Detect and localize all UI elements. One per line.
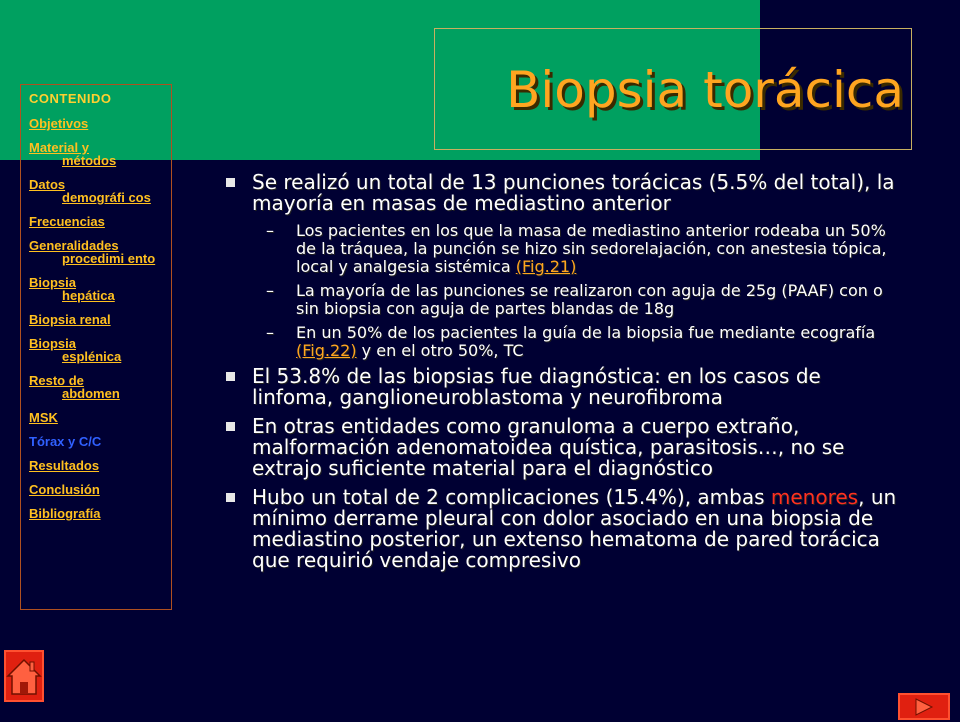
nav-resultados[interactable]: Resultados <box>29 458 100 473</box>
nav-frecuencias[interactable]: Frecuencias <box>29 214 105 229</box>
nav-material-metodos[interactable]: Material y métodos <box>29 140 117 168</box>
nav-conclusion[interactable]: Conclusión <box>29 482 100 497</box>
menores-highlight: menores <box>770 485 859 509</box>
sub-bullet-aguja: – La mayoría de las punciones se realizaron con aguja de 25g (PAAF) con o sin biopsia con aguja de partes blandas de 18g <box>266 281 883 318</box>
content-area <box>222 172 902 579</box>
nav-msk[interactable]: MSK <box>29 410 58 425</box>
nav-torax-cc[interactable]: Tórax y C/C <box>29 434 102 449</box>
page-title: Biopsia torácica <box>506 61 904 119</box>
bullet-square-icon <box>226 372 235 381</box>
arrow-right-icon <box>900 695 948 718</box>
nav-bibliografia[interactable]: Bibliografía <box>29 506 101 521</box>
nav-datos-demograficos[interactable]: Datos demográfi cos <box>29 177 151 205</box>
bullet-diagnostica: El 53.8% de las biopsias fue diagnóstica: en los casos de linfoma, ganglioneuroblastoma y neurofibroma <box>222 366 902 408</box>
nav-biopsia-hepatica[interactable]: Biopsia hepática <box>29 275 115 303</box>
bullet-square-icon <box>226 178 235 187</box>
nav-biopsia-esplenica[interactable]: Biopsia esplénica <box>29 336 122 364</box>
sidebar-heading: CONTENIDO <box>29 91 112 106</box>
bullet-otras-entidades: En otras entidades como granuloma a cuerpo extraño, malformación adenomatoidea quística, parasitosis…, no se extrajo suficiente material para el diagnóstico <box>222 416 902 479</box>
sub-bullet-traquea: – Los pacientes en los que la masa de mediastino anterior rodeaba un 50% de la tráquea, la punción se hizo sin sedorelajación, con anestesia tópica, local y analgesia sistémica (Fig.21) <box>266 221 887 276</box>
sidebar-nav <box>20 84 172 610</box>
bullet-square-icon <box>226 422 235 431</box>
bullet-complicaciones: Hubo un total de 2 complicaciones (15.4%), ambas menores, un mínimo derrame pleural con dolor asociado en una biopsia de mediastino posterior, un extenso hematoma de pared torácica que requirió vendaje compresivo <box>222 487 902 571</box>
dash-icon: – <box>266 221 274 240</box>
bullet-square-icon <box>226 493 235 502</box>
nav-resto-abdomen[interactable]: Resto de abdomen <box>29 373 120 401</box>
fig-21-link[interactable]: (Fig.21) <box>515 257 577 276</box>
home-button[interactable] <box>4 650 44 702</box>
dash-icon: – <box>266 323 274 342</box>
nav-biopsia-renal[interactable]: Biopsia renal <box>29 312 111 327</box>
dash-icon: – <box>266 281 274 300</box>
bullet-punciones: Se realizó un total de 13 punciones torácicas (5.5% del total), la mayoría en masas de mediastino anterior <box>222 172 902 214</box>
nav-generalidades[interactable]: Generalidades procedimi ento <box>29 238 156 266</box>
home-icon <box>6 652 42 700</box>
sub-bullet-guia: – En un 50% de los pacientes la guía de la biopsia fue mediante ecografía (Fig.22) y en el otro 50%, TC <box>266 323 876 360</box>
fig-22-link[interactable]: (Fig.22) <box>296 341 357 360</box>
next-button[interactable] <box>898 693 950 720</box>
nav-objetivos[interactable]: Objetivos <box>29 116 89 131</box>
